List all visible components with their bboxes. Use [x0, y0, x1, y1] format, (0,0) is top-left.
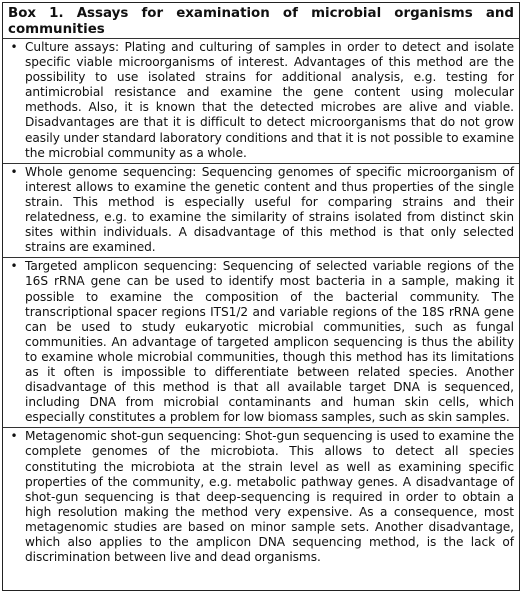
bullet-icon: •: [10, 40, 18, 54]
assay-item-text: Culture assays: Plating and culturing of samples in order to detect and isolate specific viable microorganisms of interest. Advantages of this method are the possibility to use isolated strains for additional analysis, e.g. testing for antimicrobial resistance and examine the gene content using molecular methods. Also, it is known that the detected microbes are alive and viable. Disadvantages are that it is difficult to detect microorganisms that do not grow easily under standard laboratory conditions and that it is not possible to examine the microbial community as a whole.: [25, 40, 514, 160]
assay-item-text: Metagenomic shot-gun sequencing: Shot-gun sequencing is used to examine the complete genomes of the microbiota. This allows to detect all species constituting the microbiota at the strain level as well as examining specific properties of the community, e.g. metabolic pathway genes. A disadvantage of shot-gun sequencing is that deep-sequencing is required in order to obtain a high resolution making the method very expensive. As a consequence, most metagenomic studies are based on minor sample sets. Another disadvantage, which also applies to the amplicon DNA sequencing method, is the lack of discrimination between live and dead organisms.: [25, 429, 514, 565]
bullet-icon: •: [10, 164, 18, 179]
assay-list: [8, 39, 514, 567]
assay-item-culture: [8, 39, 514, 163]
box-title: Box 1. Assays for examination of microbial organisms and communities: [8, 6, 514, 37]
assay-item-amplicon: [3, 257, 519, 427]
assay-item-whole-genome: [3, 163, 519, 258]
bullet-icon: •: [10, 259, 18, 274]
assay-item-metagenomic: [3, 427, 519, 567]
assay-item-text: Whole genome sequencing: Sequencing genomes of specific microorganism of interest allows to examine the genetic content and thus properties of the single strain. This method is especially useful for comparing strains and their relatedness, e.g. to examine the similarity of strains isolated from distinct skin sites within individuals. A disadvantage of this method is that only selected strains are examined.: [25, 164, 514, 255]
assay-info-box: [2, 2, 520, 591]
bullet-icon: •: [10, 429, 18, 444]
assay-item-text: Targeted amplicon sequencing: Sequencing of selected variable regions of the 16S rRNA gene can be used to identify most bacteria in a sample, making it possible to examine the composition of the bacterial community. The transcriptional spacer regions ITS1/2 and variable regions of the 18S rRNA gene can be used to study eukaryotic microbial communities, such as fungal communities. An advantage of targeted amplicon sequencing is thus the ability to examine whole microbial communities, though this method has its limitations as it often is impossible to differentiate between related species. Another disadvantage of this method is that all available target DNA is sequenced, including DNA from microbial contaminants and human skin cells, which especially constitutes a problem for low biomass samples, such as skin samples.: [25, 259, 514, 425]
